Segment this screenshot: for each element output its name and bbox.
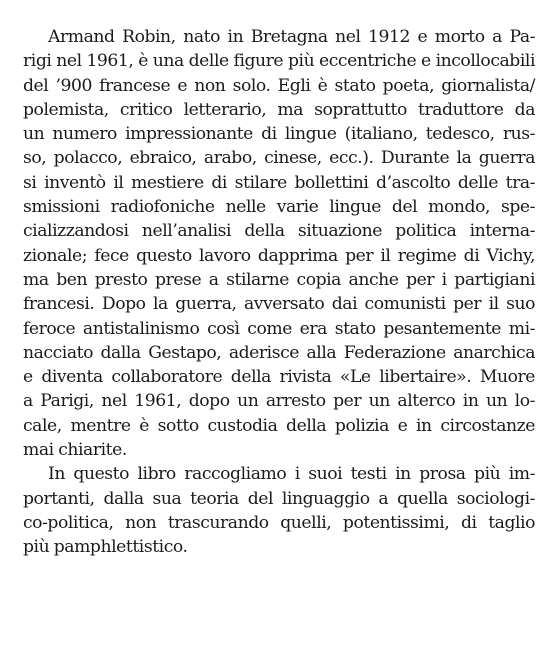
text-line: Armand Robin, nato in Bretagna nel 1912 e morto a Pa- [48,27,535,47]
text-line: portanti, dalla sua teoria del linguaggio a quella sociologi- [23,488,535,509]
paragraph-1 [23,25,535,462]
text-line: polemista, critico letterario, ma soprattutto traduttore da [23,99,535,120]
text-line: rigi nel 1961, è una delle figure più eccentriche e incollocabili [23,51,535,72]
text-line: co-politica, non trascurando quelli, potentissimi, di taglio [23,512,535,533]
paragraph-2 [23,462,535,559]
text-line: a Parigi, nel 1961, dopo un arresto per un alterco in un lo- [23,391,535,412]
text-line: e diventa collaboratore della rivista «Le libertaire». Muore [23,367,535,388]
text-line: smissioni radiofoniche nelle varie lingue del mondo, spe- [23,197,535,218]
text-line: nacciato dalla Gestapo, aderisce alla Federazione anarchica [23,342,535,363]
text-page [23,25,535,560]
text-line: cale, mentre è sotto custodia della polizia e in circostanze [23,415,535,436]
text-line: più pamphlettistico. [23,537,188,558]
text-line: si inventò il mestiere di stilare bollettini d’ascolto delle tra- [23,172,535,193]
text-line: francesi. Dopo la guerra, avversato dai comunisti per il suo [23,294,535,315]
text-line: feroce antistalinismo così come era stato pesantemente mi- [23,318,535,339]
text-line: ma ben presto prese a stilarne copia anche per i partigiani [23,269,535,290]
text-line: mai chiarite. [23,440,127,461]
text-line: In questo libro raccogliamo i suoi testi in prosa più im- [48,464,535,485]
text-line: cializzandosi nell’analisi della situazione politica interna- [23,221,535,242]
text-line: zionale; fece questo lavoro dapprima per il regime di Vichy, [23,245,535,266]
text-line: del ’900 francese e non solo. Egli è stato poeta, giornalista/ [23,75,535,96]
text-line: so, polacco, ebraico, arabo, cinese, ecc.). Durante la guerra [23,148,535,169]
text-line: un numero impressionante di lingue (italiano, tedesco, rus- [23,124,535,145]
